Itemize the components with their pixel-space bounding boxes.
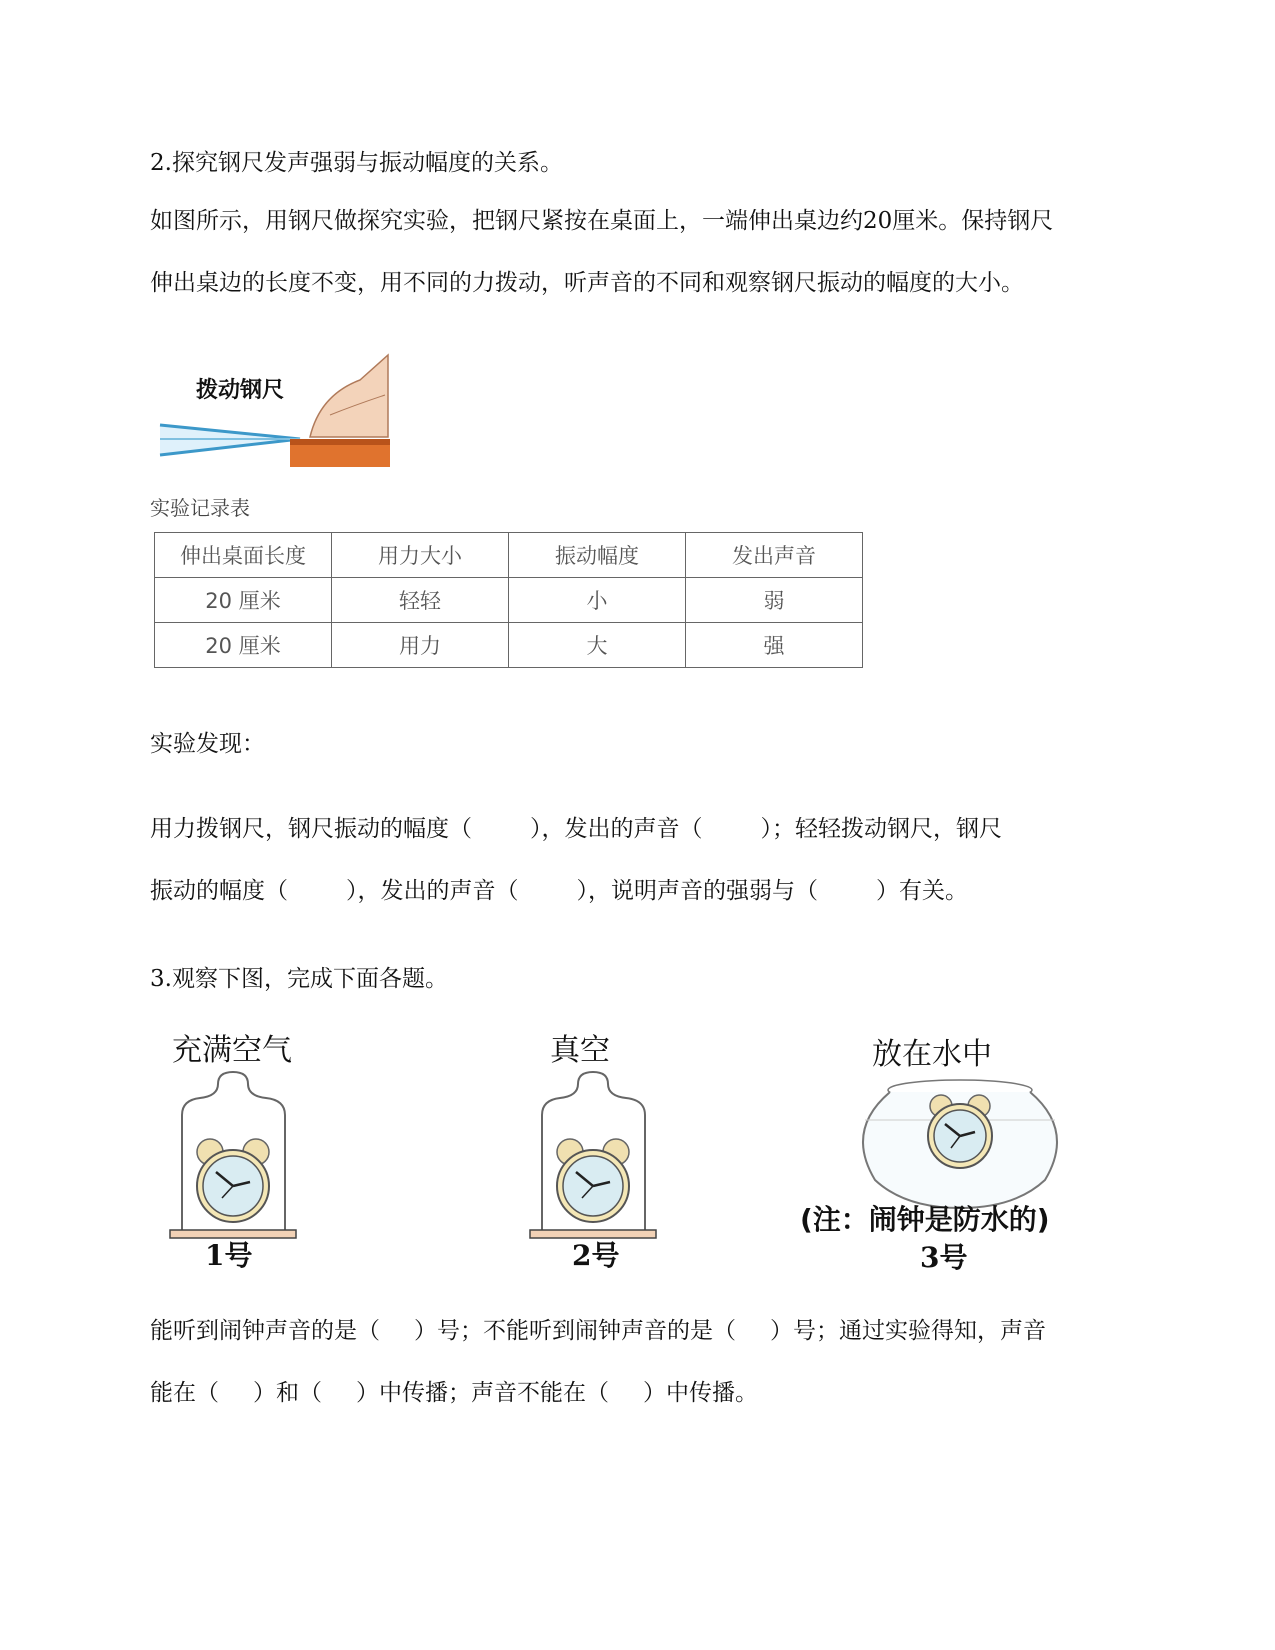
- table-header: 伸出桌面长度: [155, 533, 332, 578]
- record-table: [154, 532, 863, 668]
- figure2-number: 2号: [572, 1239, 620, 1272]
- figure3-caption: 放在水中: [872, 1037, 992, 1072]
- q2-description-line1: 如图所示，用钢尺做探究实验，把钢尺紧按在桌面上，一端伸出桌边约20厘米。保持钢尺: [150, 208, 1054, 234]
- q2-fill-line1: [150, 818, 1002, 841]
- fill-text: ）中传播。: [643, 1380, 758, 1406]
- fill-text: 振动的幅度（: [150, 878, 288, 904]
- q3-fill-line1: [150, 1320, 1046, 1343]
- table-header-row: [155, 533, 863, 578]
- fill-text: ），说明声音的强弱与（: [576, 878, 818, 904]
- fill-text: 用力拨钢尺，钢尺振动的幅度（: [150, 816, 472, 842]
- ruler-illustration: [160, 355, 390, 475]
- q3-title: 3.观察下图，完成下面各题。: [150, 966, 448, 992]
- fill-text: ）和（: [253, 1380, 322, 1406]
- figure1-caption: 充满空气: [172, 1033, 292, 1068]
- ruler-image-label: 拨动钢尺: [196, 378, 285, 403]
- figure3-number: 3号: [920, 1241, 968, 1274]
- table-cell: 20 厘米: [155, 578, 332, 623]
- fill-text: ）号；通过实验得知，声音: [770, 1318, 1046, 1344]
- table-header: 用力大小: [332, 533, 509, 578]
- finding-label: 实验发现：: [150, 731, 265, 757]
- bell-jar-vacuum-figure: [530, 1070, 660, 1240]
- figure2-caption: 真空: [550, 1033, 610, 1068]
- fishbowl-water-figure: [845, 1080, 1075, 1210]
- table-title: 实验记录表: [150, 496, 250, 520]
- fill-text: 能在（: [150, 1380, 219, 1406]
- fill-text: ），发出的声音（: [530, 816, 703, 842]
- table-cell: 弱: [686, 578, 863, 623]
- fill-text: ）中传播；声音不能在（: [356, 1380, 609, 1406]
- fill-text: ），发出的声音（: [346, 878, 519, 904]
- table-cell: 用力: [332, 623, 509, 668]
- figure3-note: (注：闹钟是防水的): [800, 1203, 1050, 1236]
- fill-text: ）号；不能听到闹钟声音的是（: [414, 1318, 736, 1344]
- table-row: [155, 623, 863, 668]
- table-cell: 强: [686, 623, 863, 668]
- fill-text: ）；轻轻拨动钢尺，钢尺: [760, 816, 1002, 842]
- q2-fill-line2: [150, 880, 968, 903]
- table-cell: 轻轻: [332, 578, 509, 623]
- fill-text: ）有关。: [876, 878, 968, 904]
- q2-description-line2: 伸出桌边的长度不变，用不同的力拨动，听声音的不同和观察钢尺振动的幅度的大小。: [150, 270, 1024, 296]
- table-row: [155, 578, 863, 623]
- figure1-number: 1号: [205, 1239, 253, 1272]
- table-header: 振动幅度: [509, 533, 686, 578]
- fill-text: 能听到闹钟声音的是（: [150, 1318, 380, 1344]
- table-header: 发出声音: [686, 533, 863, 578]
- table-cell: 大: [509, 623, 686, 668]
- table-cell: 小: [509, 578, 686, 623]
- table-cell: 20 厘米: [155, 623, 332, 668]
- q3-fill-line2: [150, 1382, 758, 1405]
- bell-jar-air-figure: [170, 1070, 300, 1240]
- q2-title: 2.探究钢尺发声强弱与振动幅度的关系。: [150, 150, 563, 176]
